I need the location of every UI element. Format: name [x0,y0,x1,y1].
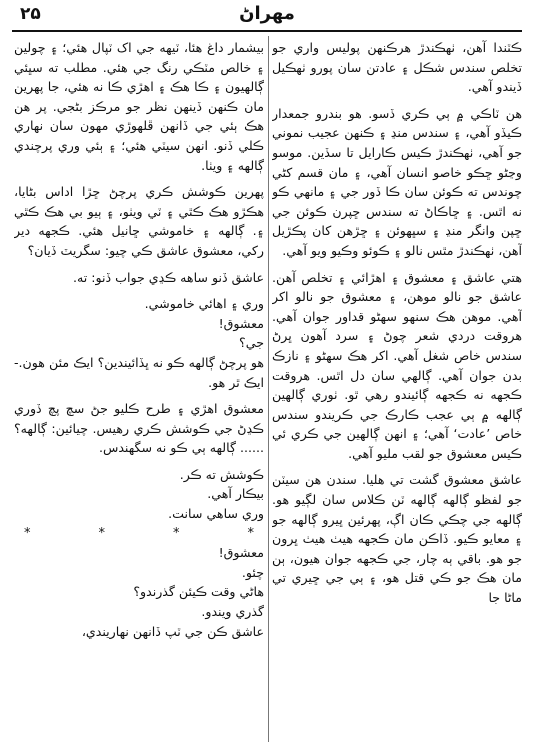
column-divider [268,36,269,742]
dialogue-line: وري ۽ اهائي خاموشي. [144,296,264,312]
header-rule [12,30,522,32]
page-header [0,0,534,32]
dialogue-line: جي؟ [239,335,264,351]
star-mark: * [98,525,105,541]
right-column [272,38,522,738]
dialogue-line: معشوق! [218,315,264,331]
dialogue-line: هاڻي وقت ڪيئن گذرندو؟ [133,584,264,600]
dialogue-line: معشوق اهڙي ۽ طرح ڪليو جڻ سچ پچ ڏوري ڪڍڻ جي ڪوشش ڪري رهيس. چيائين: ڳالهه؟ ...... ڳالهه ٻي ڪو نه سگهندس. [14,401,264,456]
left-column [14,38,264,738]
right-paragraph: هن ٽاڪي ۾ ٻي ڪري ڏسو. هو بندرو جمعدار ڪيڏو آهي، ۽ سندس منڍ ۽ ڪنهن عجيب نموني جو آهي، ٺهڪندڙ ڪيس ڪارايل تا سڏين. موسو وڃڻو ڇڪو خاصو انسان آهي، ۽ مان قسم کڻي چوندس ته ڪوئن سان ڪا ڏور جي ۽ مانهي ڪو نه اٿس. ۽ ڇاڪاڻ ته سندس ڇپرن ڪوئن جي ڇپن وانگر منڍ ۽ سڀهوئن ۽ ڇڙهن کان پڪڙيل آهن، ٺهڪندڙ مٿس نالو ۽ ڪوئو وڪيو ويو آهي. [272,105,522,258]
right-paragraph: ڪٽندا آهن، ٺهڪندڙ هرڪنهن پوليس واري جو تخلص سندس شڪل ۽ عادتن سان پورو ٺهڪيل ڏيندو آهي. [272,40,522,95]
dialogue-line: ڪوشش ته ڪر. [179,466,264,482]
left-opening-paragraph: بيشمار داغ هئا، ٽيهه جي اک ٽپال هئي؛ ۽ چولين ۽ خالص مٽڪي رنگ جي هئي. مطلب ته سڀئي ڳالهيون ۽ ڪا هڪ ۽ اهڙي ڪا نه هئي، جا پهرين مان ڪنهن ڏينهن نظر جو مرڪز بڻجي. پر هن هڪ ٻئي جي ڏانهن ڦلهوڙي مهون سان نهاري ڪلي ڏنو. انهن سيٽي هئي؛ ۽ ٻئي وري پرچندي ڳالهه ۽ ويٺا. [14,40,264,173]
dialogue-line: گذري ويندو. [201,604,264,620]
dialogue-line: عاشق ڪن جي ٽپ ڏانهن نهاريندي، [81,623,264,639]
star-mark: * [247,525,254,541]
page-title: مهراڻ [239,3,295,24]
star-mark: * [173,525,180,541]
dialogue-line: عاشق ڏنو ساهه ڪڍي جواب ڏنو: ته. [73,269,264,285]
dialogue-line: وري ساهي سانت. [168,506,264,522]
dialogue-line: هو پرچڻ ڳالهه ڪو نه ڀڏائيندين؟ ايڪ مئن هون.- ايڪ ٿر هو. [14,354,264,390]
right-paragraph: هتي عاشق ۽ معشوق ۽ اهڙائي ۽ تخلص آهن. عاشق جو نالو موهن، ۽ معشوق جو نالو اکر آهي. موهن هڪ سنهو سهڻو قداور جوان آهي. هروقت دردي شعر چوڻ ۽ سرد آهون ڀرڻ سندس خاص شغل آهي. اکر هڪ سهڻو ۽ نازڪ بدن جوان آهي. ڳالهي سان دل اٿس. هروقت ڪجهه نه ڪجهه ڳائيندو رهي ٿو. ٺوري ڳالهين ڳالهه ۾ ٻي عجب ڪارڪ جي ڪريندو سندس خاص ’عادت‘ آهي؛ ۽ انهن ڳالهين جي ڪري ئي ڪيس معشوق جو لقب مليو آهي. [272,269,522,461]
left-second-paragraph: پهرين ڪوشش ڪري پرچڻ ڇڙا اداس بڻايا، هڪڙو هڪ ڪٿي ۽ ٽي ويٺو، ۽ ٻيو بي هڪ ڪٿي ۽. ڳالهه ۽ خاموشي ڇانيل هئي. ڪجهه دير رکي، معشوق عاشق ڪي چيو: سگريٽ ڏيان؟ [14,184,264,258]
dialogue-line: چئو. [241,564,264,580]
right-paragraph: عاشق معشوق گشت تي هليا. سندن هن سيٽن جو لفظو ڳالهه ڳالهه ٽن ڪلاس سان لڳيو هو. ڳالهه جي چڪي ڪان اڳ، پهرئين ڀيرو ڳالهه جو ۽ معايو ڪيو. ڏاڪن مان ڪجهه هيٺ هيٺ ڀرون جو هو. باقي ٻه چار، جي ڪجهه جوان هيون، ٻن مان هڪ جو ڪي قتل هو، ۽ ٻي جي ڇيري تي ماڻا جا [272,472,522,606]
dialogue-line: معشوق! [218,545,264,561]
dialogue-line: بيڪار آهي. [207,486,264,502]
page-number: ۲۵ [20,4,41,24]
star-mark: * [24,525,31,541]
section-break-stars [14,524,264,544]
